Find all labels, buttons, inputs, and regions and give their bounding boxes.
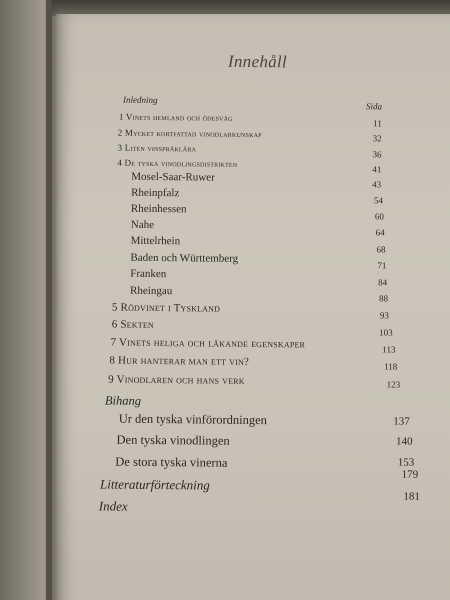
appendix-entry-1: Ur den tyska vinförordningen	[118, 411, 268, 428]
toc-entry-1: 1 Vinets hemland och ödesväg	[118, 111, 233, 123]
toc-page-franken: 84	[378, 277, 388, 288]
toc-entry-7: 7 Vinets heliga och läkande egenskaper	[110, 336, 306, 351]
toc-page-nahe: 64	[375, 227, 385, 238]
toc-entry-6: 6 Sekten	[111, 318, 154, 331]
appendix-label: Bihang	[104, 393, 142, 408]
index-entry: Index	[98, 498, 128, 514]
toc-sub-rheingau: Rheingau	[130, 284, 173, 298]
toc-page-mittelrhein: 68	[376, 244, 386, 255]
toc-page-rheinpfalz: 54	[373, 195, 384, 206]
intro-label: Inledning	[123, 94, 158, 106]
toc-page-9: 123	[386, 379, 401, 390]
index-page: 181	[403, 490, 421, 503]
literature-page: 179	[401, 468, 419, 481]
toc-page-1: 11	[373, 118, 382, 129]
toc-page-3: 36	[372, 149, 382, 160]
appendix-page-3: 153	[397, 456, 415, 469]
toc-entry-2: 2 Mycket kortfattad vinodlarkunskap	[117, 127, 262, 140]
toc-page-2: 32	[372, 133, 382, 144]
toc-entry-4: 4 De tyska vinodlingsdistrikten	[117, 157, 238, 169]
toc-page-8: 118	[384, 361, 398, 372]
toc-page-7: 113	[382, 344, 396, 355]
toc-page-6: 103	[379, 327, 393, 338]
toc-sub-rheinhessen: Rheinhessen	[130, 202, 187, 216]
toc-page-4: 41	[372, 164, 382, 175]
appendix-entry-3: De stora tyska vinerna	[115, 454, 228, 470]
toc-sub-rheinpfalz: Rheinpfalz	[131, 186, 180, 200]
toc-page-rheingau: 88	[378, 293, 389, 304]
page-column-label: Sida	[365, 101, 383, 112]
toc-entry-3: 3 Liten vinspråklära	[117, 142, 197, 154]
toc-page-rheinhessen: 60	[374, 211, 384, 222]
appendix-page-1: 137	[393, 415, 410, 428]
toc-entry-9: 9 Vinodlaren och hans verk	[108, 373, 245, 387]
appendix-page-2: 140	[395, 435, 413, 448]
appendix-entry-2: Den tyska vinodlingen	[116, 432, 230, 448]
toc-sub-franken: Franken	[130, 267, 167, 281]
toc-entry-8: 8 Hur hanterar man ett vin?	[109, 354, 250, 368]
toc-page-5: 93	[379, 310, 389, 321]
toc-entry-5: 5 Rödvinet i Tyskland	[111, 301, 221, 315]
toc-sub-nahe: Nahe	[130, 218, 155, 231]
toc-page-baden: 71	[377, 260, 387, 271]
page-title: Innehåll	[227, 51, 288, 72]
toc-sub-mosel: Mosel-Saar-Ruwer	[131, 170, 215, 184]
toc-sub-baden: Baden och Württemberg	[130, 251, 239, 265]
toc-page-mosel: 43	[372, 179, 382, 190]
toc-sub-mittelrhein: Mittelrhein	[130, 234, 181, 248]
literature-entry: Litteraturförteckning	[99, 476, 210, 493]
